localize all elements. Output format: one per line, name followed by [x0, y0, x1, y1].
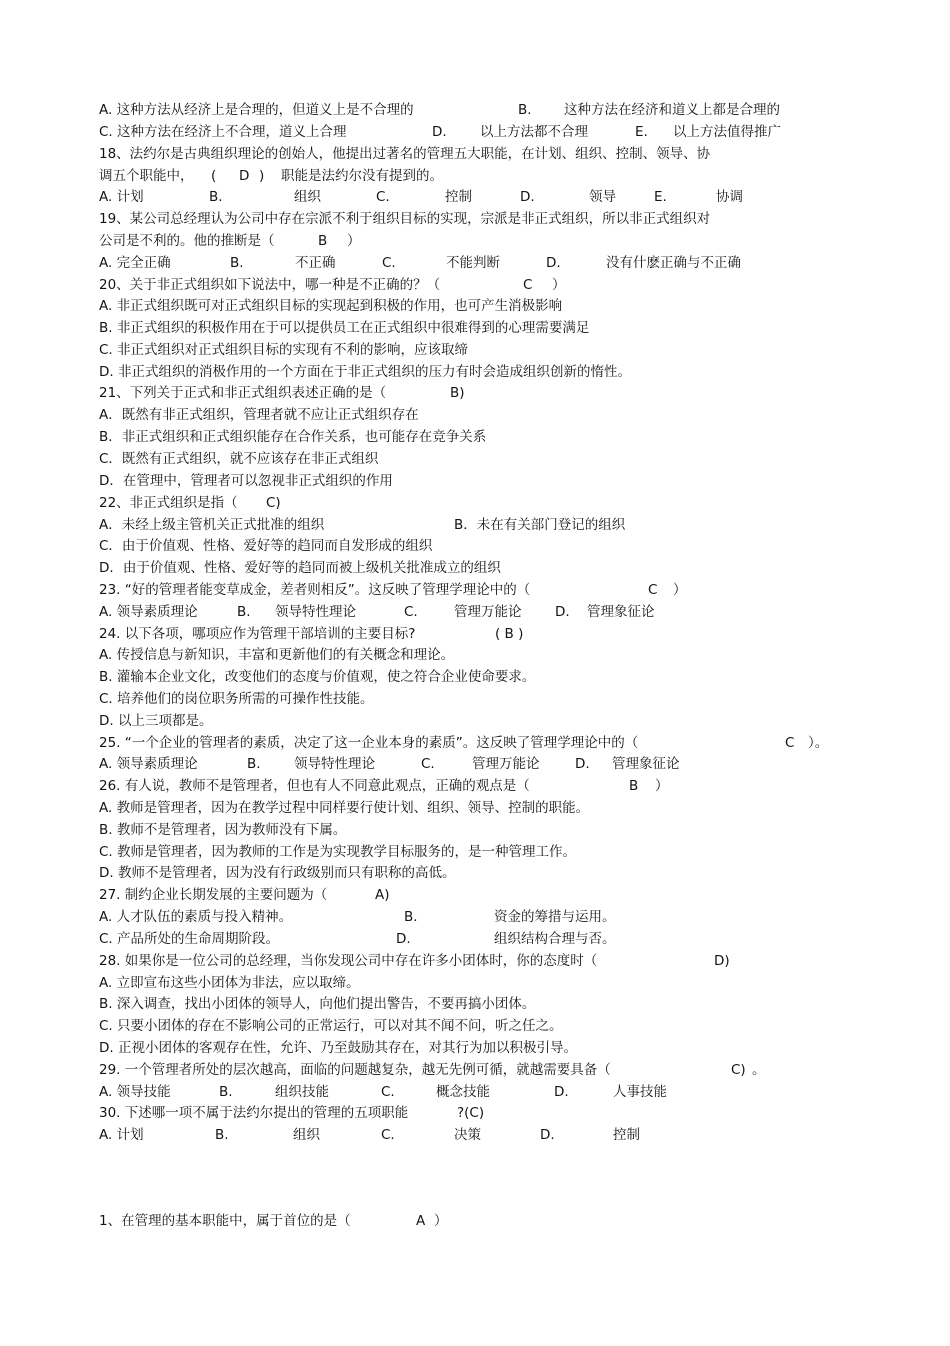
line-segment: 27. 制约企业长期发展的主要问题为（ [99, 887, 328, 903]
line-segment: 以上方法值得推广 [673, 124, 781, 140]
line-segment: C．由于价值观、性格、爱好等的趋同而自发形成的组织 [99, 538, 433, 554]
line-segment: D. 教师不是管理者，因为没有行政级别而只有职称的高低。 [99, 865, 456, 881]
line-segment: 26. 有人说，教师不是管理者，但也有人不同意此观点，正确的观点是（ [99, 778, 530, 794]
line-segment: 组织 [294, 189, 321, 205]
line-segment: D. [555, 604, 570, 620]
line-segment: 30. 下述哪一项不属于法约尔提出的管理的五项职能 [99, 1105, 409, 1121]
line-segment: 调五个职能中， [99, 168, 194, 184]
line-segment: 22、非正式组织是指（ [99, 495, 238, 511]
line-segment: 概念技能 [436, 1084, 490, 1100]
line-segment: B. [237, 604, 251, 620]
line-segment: A. 领导素质理论 [99, 756, 198, 772]
line-segment: 领导特性理论 [294, 756, 375, 772]
line-segment: A. 计划 [99, 1127, 144, 1143]
line-segment: D. [546, 255, 561, 271]
line-segment: A. 领导素质理论 [99, 604, 198, 620]
line-segment: D. [540, 1127, 555, 1143]
line-segment: A. 领导技能 [99, 1084, 171, 1100]
line-segment: C. 非正式组织对正式组织目标的实现有不利的影响，应该取缔 [99, 342, 469, 358]
line-segment: 不能判断 [446, 255, 500, 271]
line-segment: ） [552, 277, 566, 293]
line-segment: A．未经上级主管机关正式批准的组织 [99, 517, 325, 533]
line-segment: C. 只要小团体的存在不影响公司的正常运行，可以对其不闻不问，听之任之。 [99, 1018, 563, 1034]
line-segment: 23. “好的管理者能变草成金，差者则相反”。这反映了管理学理论中的（ [99, 582, 531, 598]
line-segment: B. [230, 255, 244, 271]
line-segment: ) [259, 168, 265, 184]
line-segment: 这种方法在经济和道义上都是合理的 [564, 102, 780, 118]
line-segment: 组织 [293, 1127, 320, 1143]
line-segment: C. 教师是管理者，因为教师的工作是为实现教学目标服务的，是一种管理工作。 [99, 844, 577, 860]
line-segment: C. 产品所处的生命周期阶段。 [99, 931, 280, 947]
line-segment: A. 立即宣布这些小团体为非法，应以取缔。 [99, 975, 360, 991]
line-segment: B. 灌输本企业文化，改变他们的态度与价值观，使之符合企业使命要求。 [99, 669, 536, 685]
line-segment: 公司是不利的。他的推断是（ [99, 233, 275, 249]
line-segment: ） [434, 1213, 448, 1229]
line-segment: ） [347, 233, 361, 249]
line-segment: B. [219, 1084, 233, 1100]
line-segment: D [239, 168, 250, 184]
line-segment: 24. 以下各项，哪项应作为管理干部培训的主要目标? [99, 626, 416, 642]
line-segment: E. [654, 189, 667, 205]
line-segment: C [785, 735, 795, 751]
line-segment: 29. 一个管理者所处的层次越高，面临的问题越复杂，越无先例可循，就越需要具备（ [99, 1062, 611, 1078]
line-segment: D. 非正式组织的消极作用的一个方面在于非正式组织的压力有时会造成组织创新的惰性。 [99, 364, 631, 380]
line-segment: 28. 如果你是一位公司的总经理，当你发现公司中存在许多小团体时，你的态度时（ [99, 953, 598, 969]
line-segment: B) [450, 385, 465, 401]
line-segment: B. [518, 102, 532, 118]
line-segment: 不正确 [295, 255, 336, 271]
line-segment: D. [554, 1084, 569, 1100]
line-segment: 1、在管理的基本职能中，属于首位的是（ [99, 1213, 351, 1229]
line-segment: B. 教师不是管理者，因为教师没有下属。 [99, 822, 347, 838]
line-segment: 管理万能论 [472, 756, 540, 772]
line-segment: 组织技能 [275, 1084, 329, 1100]
line-segment: 协调 [716, 189, 743, 205]
line-segment: B. 深入调查，找出小团体的领导人，向他们提出警告，不要再搞小团体。 [99, 996, 536, 1012]
line-segment: ( B ) [495, 626, 524, 642]
line-segment: C. 培养他们的岗位职务所需的可操作性技能。 [99, 691, 374, 707]
line-segment: 决策 [454, 1127, 481, 1143]
line-segment: C. [376, 189, 390, 205]
line-segment: 人事技能 [613, 1084, 667, 1100]
line-segment: B. [209, 189, 223, 205]
line-segment: C. [404, 604, 418, 620]
line-segment: D. 以上三项都是。 [99, 713, 213, 729]
line-segment: 。 [752, 1062, 766, 1078]
line-segment: C. [421, 756, 435, 772]
line-segment: A [416, 1213, 426, 1229]
line-segment: C. 这种方法在经济上不合理，道义上合理 [99, 124, 347, 140]
line-segment: B [318, 233, 328, 249]
line-segment: C．既然有正式组织，就不应该存在非正式组织 [99, 451, 379, 467]
line-segment: ） [673, 582, 687, 598]
line-segment: D. [432, 124, 447, 140]
line-segment: A) [375, 887, 390, 903]
line-segment: 管理万能论 [454, 604, 522, 620]
line-segment: 领导 [589, 189, 616, 205]
line-segment: D．在管理中，管理者可以忽视非正式组织的作用 [99, 473, 393, 489]
line-segment: B. 非正式组织的积极作用在于可以提供员工在正式组织中很难得到的心理需要满足 [99, 320, 590, 336]
line-segment: B [629, 778, 639, 794]
line-segment: ?(C) [457, 1105, 485, 1121]
line-segment: B. [404, 909, 418, 925]
line-segment: 21、下列关于正式和非正式组织表述正确的是（ [99, 385, 387, 401]
line-segment: 25. “一个企业的管理者的素质，决定了这一企业本身的素质”。这反映了管理学理论中的（ [99, 735, 639, 751]
line-segment: 控制 [445, 189, 472, 205]
line-segment: B. [215, 1127, 229, 1143]
line-segment: 没有什麽正确与不正确 [606, 255, 741, 271]
line-segment: D. [575, 756, 590, 772]
line-segment: 20、关于非正式组织如下说法中，哪一种是不正确的？（ [99, 277, 441, 293]
line-segment: ） [655, 778, 669, 794]
line-segment: C. [382, 255, 396, 271]
line-segment: A. 这种方法从经济上是合理的，但道义上是不合理的 [99, 102, 414, 118]
line-segment: 领导特性理论 [275, 604, 356, 620]
line-segment: D. 正视小团体的客观存在性，允许、乃至鼓励其存在，对其行为加以积极引导。 [99, 1040, 577, 1056]
line-segment: A. 人才队伍的素质与投入精神。 [99, 909, 293, 925]
line-segment: ）。 [808, 735, 829, 751]
line-segment: B．未在有关部门登记的组织 [454, 517, 626, 533]
line-segment: 职能是法约尔没有提到的。 [281, 168, 443, 184]
line-segment: C. [381, 1084, 395, 1100]
line-segment: A. 教师是管理者，因为在教学过程中同样要行使计划、组织、领导、控制的职能。 [99, 800, 590, 816]
line-segment: 资金的筹措与运用。 [494, 909, 616, 925]
line-segment: D．由于价值观、性格、爱好等的趋同而被上级机关批准成立的组织 [99, 560, 501, 576]
line-segment: A．既然有非正式组织，管理者就不应让正式组织存在 [99, 407, 419, 423]
line-segment: C) [731, 1062, 746, 1078]
line-segment: C [523, 277, 533, 293]
line-segment: A. 传授信息与新知识，丰富和更新他们的有关概念和理论。 [99, 647, 455, 663]
line-segment: 管理象征论 [612, 756, 680, 772]
line-segment: D) [714, 953, 730, 969]
line-segment: C) [266, 495, 281, 511]
line-segment: D. [396, 931, 411, 947]
line-segment: E. [635, 124, 648, 140]
line-segment: 18、法约尔是古典组织理论的创始人，他提出过著名的管理五大职能，在计划、组织、控制、领导、协 [99, 146, 711, 162]
line-segment: A. 非正式组织既可对正式组织目标的实现起到积极的作用，也可产生消极影响 [99, 298, 563, 314]
line-segment: 19、某公司总经理认为公司中存在宗派不利于组织目标的实现，宗派是非正式组织，所以非正式组织对 [99, 211, 711, 227]
line-segment: 管理象征论 [587, 604, 655, 620]
line-segment: B．非正式组织和正式组织能存在合作关系，也可能存在竞争关系 [99, 429, 487, 445]
line-segment: 组织结构合理与否。 [494, 931, 616, 947]
line-segment: 控制 [613, 1127, 640, 1143]
line-segment: 以上方法都不合理 [480, 124, 588, 140]
line-segment: B. [247, 756, 261, 772]
line-segment: ( [211, 168, 217, 184]
line-segment: C [648, 582, 658, 598]
line-segment: C. [381, 1127, 395, 1143]
line-segment: A. 计划 [99, 189, 144, 205]
line-segment: D. [520, 189, 535, 205]
line-segment: A. 完全正确 [99, 255, 171, 271]
